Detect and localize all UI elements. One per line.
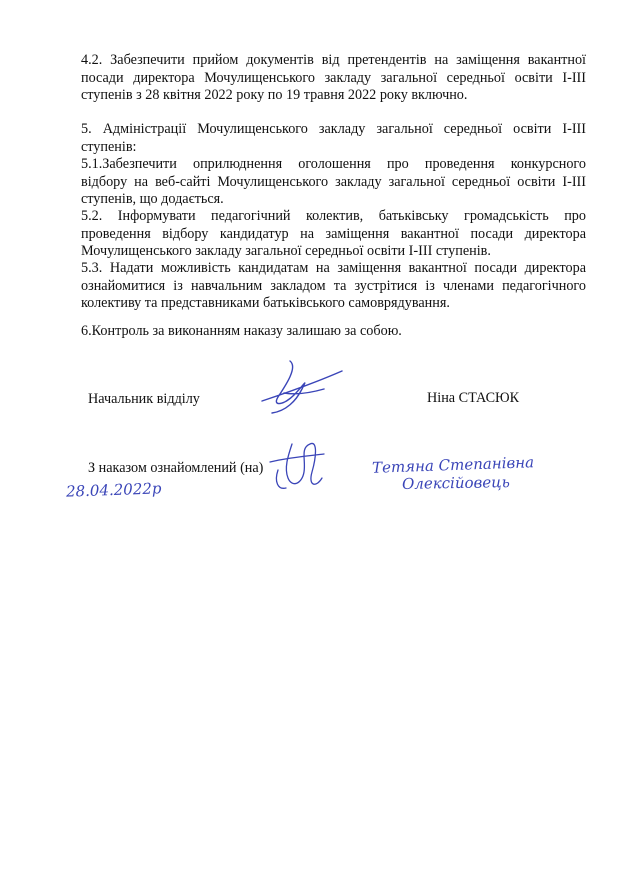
text-line: 6.Контроль за виконанням наказу залишаю за собою.: [81, 323, 402, 339]
text-line: ступенів, що додається.: [81, 191, 224, 207]
paragraph-4-2: [81, 52, 586, 105]
text-line: 5.1.Забезпечити оприлюднення оголошення про проведення конкурсного: [81, 156, 586, 172]
paragraph-5: [81, 121, 586, 156]
acknowledgement-label: З наказом ознайомлений (на): [88, 460, 264, 476]
handwritten-date: 28.04.2022р: [65, 479, 162, 501]
text-line: Мочулищенського закладу загальної середньої освіти І-ІІІ ступенів.: [81, 243, 491, 259]
handwritten-name-line2: Олексійовець: [401, 473, 510, 493]
acknowledgement-signature-image: [262, 438, 332, 498]
head-name: Ніна СТАСЮК: [427, 390, 520, 406]
text-line: ознайомитися із навчальним закладом та зустрітися із членами педагогічного: [81, 277, 586, 294]
text-line: посади директора Мочулищенського закладу загальної середньої освіти І-ІІІ: [81, 69, 586, 86]
text-line: ступенів з 28 квітня 2022 року по 19 травня 2022 року включно.: [81, 87, 468, 103]
paragraph-6: [81, 323, 586, 341]
paragraph-5-2: [81, 208, 586, 261]
head-signature-image: [250, 355, 350, 420]
text-line: проведення відбору кандидатур на заміщення вакантної посади директора: [81, 225, 586, 242]
text-line: колективу та представниками батьківського самоврядування.: [81, 295, 450, 311]
text-line: відбору на веб-сайті Мочулищенського закладу загальної середньої освіти І-ІІІ: [81, 173, 586, 190]
paragraph-5-3: [81, 260, 586, 313]
text-line: 4.2. Забезпечити прийом документів від претендентів на заміщення вакантної: [81, 52, 586, 68]
handwritten-name-line1: Тетяна Степанівна: [371, 453, 535, 477]
position-label: Начальник відділу: [88, 391, 200, 407]
text-line: ступенів:: [81, 138, 137, 155]
text-line: 5.3. Надати можливість кандидатам на заміщення вакантної посади директора: [81, 260, 586, 276]
text-line: 5. Адміністрації Мочулищенського закладу загальної середньої освіти І-ІІІ: [81, 121, 586, 137]
paragraph-5-1: [81, 156, 586, 209]
text-line: 5.2. Інформувати педагогічний колектив, батьківську громадськість про: [81, 208, 586, 224]
